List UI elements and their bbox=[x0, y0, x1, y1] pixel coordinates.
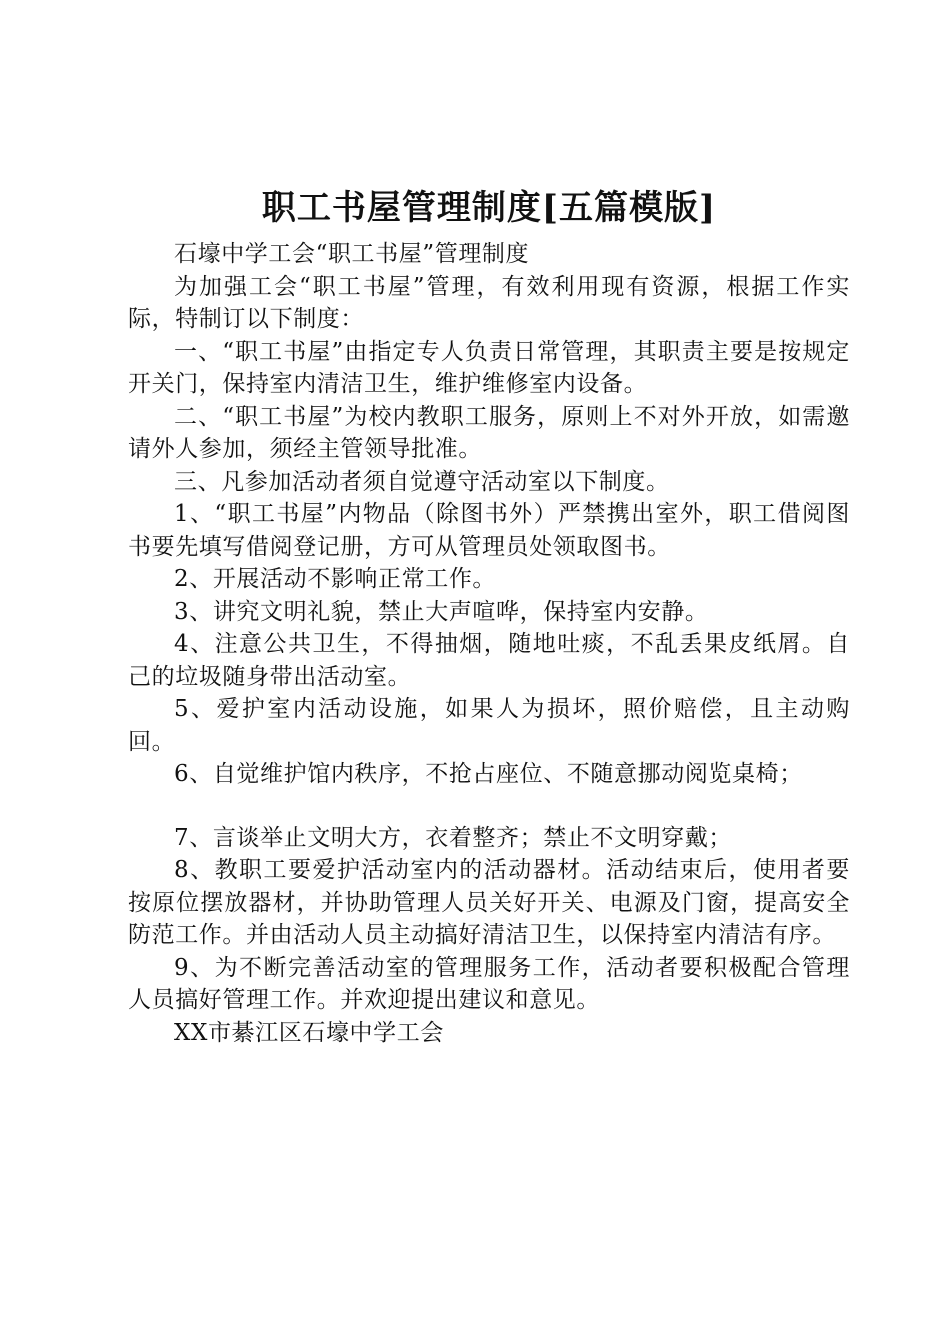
document-title: 职工书屋管理制度[五篇模版] bbox=[261, 188, 717, 228]
intro-paragraph: 为加强工会“职工书屋”管理，有效利用现有资源，根据工作实际，特制订以下制度： bbox=[128, 273, 850, 332]
item-8-paragraph: 8、教职工要爱护活动室内的活动器材。活动结束后，使用者要按原位摆放器材，并协助管理人员关好开关、电源及门窗，提高安全防范工作。并由活动人员主动搞好清洁卫生，以保持室内清洁有序。 bbox=[128, 857, 850, 948]
item-3-paragraph: 3、讲究文明礼貌，禁止大声喧哗，保持室内安静。 bbox=[174, 598, 709, 625]
item-7-paragraph: 7、言谈举止文明大方，衣着整齐；禁止不文明穿戴； bbox=[174, 824, 733, 851]
item-1-paragraph: 1、“职工书屋”内物品（除图书外）严禁携出室外，职工借阅图书要先填写借阅登记册，方可从管理员处领取图书。 bbox=[128, 501, 850, 560]
signature-line: XX市綦江区石壕中学工会 bbox=[174, 1019, 444, 1046]
rule-3-paragraph: 三、凡参加活动者须自觉遵守活动室以下制度。 bbox=[174, 468, 670, 495]
rule-1-paragraph: 一、“职工书屋”由指定专人负责日常管理，其职责主要是按规定开关门，保持室内清洁卫生，维护维修室内设备。 bbox=[128, 338, 850, 397]
document-subtitle: 石壕中学工会“职工书屋”管理制度 bbox=[174, 241, 530, 267]
document-page bbox=[128, 182, 850, 1049]
item-5-paragraph: 5、爱护室内活动设施，如果人为损坏，照价赔偿，且主动购回。 bbox=[128, 696, 850, 755]
item-6-paragraph: 6、自觉维护馆内秩序，不抢占座位、不随意挪动阅览桌椅； bbox=[174, 761, 803, 787]
item-9-paragraph: 9、为不断完善活动室的管理服务工作，活动者要积极配合管理人员搞好管理工作。并欢迎提出建议和意见。 bbox=[128, 954, 850, 1013]
rule-2-paragraph: 二、“职工书屋”为校内教职工服务，原则上不对外开放，如需邀请外人参加，须经主管领导批准。 bbox=[128, 403, 850, 462]
item-4-paragraph: 4、注意公共卫生，不得抽烟，随地吐痰，不乱丢果皮纸屑。自己的垃圾随身带出活动室。 bbox=[128, 631, 850, 690]
item-2-paragraph: 2、开展活动不影响正常工作。 bbox=[174, 566, 497, 592]
